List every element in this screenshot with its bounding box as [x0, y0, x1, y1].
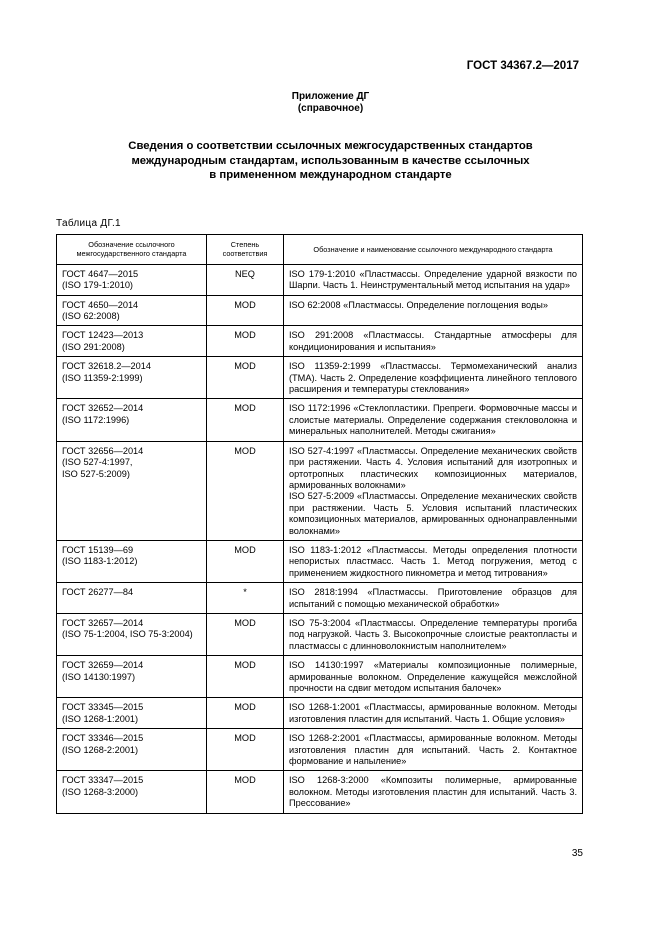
cell-interstate-standard	[57, 357, 207, 399]
cell-correspondence-degree: MOD	[207, 399, 284, 441]
table-row	[57, 441, 583, 540]
cell-international-standard	[284, 264, 583, 295]
page-number: 35	[571, 848, 583, 859]
cell-correspondence-degree: MOD	[207, 698, 284, 729]
table-row	[57, 295, 583, 326]
cell-international-standard	[284, 326, 583, 357]
cell-interstate-standard	[57, 264, 207, 295]
table-row	[57, 399, 583, 441]
standard-designation-line: (ISO 75-1:2004, ISO 75-3:2004)	[62, 629, 193, 640]
standard-designation-line: (ISO 179-1:2010)	[62, 280, 133, 291]
section-heading	[60, 139, 601, 183]
international-standard-text: ISO 14130:1997 «Материалы композиционные полимерные, армированные волокном. Определение кажущейся межслойной прочности на сдвиг методом испытания балочек»	[289, 660, 577, 693]
international-standard-text: ISO 527-4:1997 «Пластмассы. Определение механических свойств при растяжении. Часть 4. Условия испытаний для изотропных и ортотропных пластических композиционных материалов, армированных волокнами»	[289, 445, 577, 490]
table-row	[57, 729, 583, 771]
cell-interstate-standard	[57, 295, 207, 326]
international-standard-text: ISO 1183-1:2012 «Пластмассы. Методы определения плотности непористых пластмасс. Часть 1. Метод погружения, метод с применением жидкостного пикнометра и метод титрования»	[289, 544, 577, 578]
standard-designation-line: ГОСТ 32652—2014	[62, 403, 144, 414]
cell-interstate-standard	[57, 441, 207, 540]
header-international-standard: Обозначение и наименование ссылочного международного стандарта	[284, 235, 583, 265]
standard-designation-line: ГОСТ 32659—2014	[62, 660, 144, 671]
standard-designation-line: ГОСТ 32657—2014	[62, 617, 144, 628]
international-standard-text: ISO 291:2008 «Пластмассы. Стандартные атмосферы для кондиционирования и испытания»	[289, 330, 577, 352]
header-interstate-standard: Обозначение ссылочного межгосударственного стандарта	[57, 235, 207, 265]
cell-correspondence-degree: NEQ	[207, 264, 284, 295]
standard-designation-line: ГОСТ 15139—69	[62, 544, 134, 555]
annex-title: Приложение ДГ	[291, 91, 370, 102]
standard-designation-line: ГОСТ 26277—84	[62, 587, 134, 598]
standard-designation-line: (ISO 62:2008)	[62, 311, 120, 322]
standard-designation-line: (ISO 11359-2:1999)	[62, 372, 143, 383]
international-standard-text: ISO 1172:1996 «Стеклопластики. Препреги. Формовочные массы и слоистые материалы. Определение содержания стекловолокна и минеральных наполнителей. Методы сжигания»	[289, 403, 577, 437]
standard-designation-line: ГОСТ 32656—2014	[62, 445, 144, 456]
document-id: ГОСТ 34367.2—2017	[466, 60, 579, 72]
cell-correspondence-degree: MOD	[207, 326, 284, 357]
cell-international-standard	[284, 613, 583, 655]
correspondence-table	[56, 234, 583, 814]
cell-international-standard	[284, 399, 583, 441]
cell-interstate-standard	[57, 771, 207, 813]
cell-interstate-standard	[57, 583, 207, 614]
cell-correspondence-degree: MOD	[207, 295, 284, 326]
standard-designation-line: (ISO 1183-1:2012)	[62, 556, 138, 567]
table-row	[57, 771, 583, 813]
standard-designation-line: ГОСТ 33346—2015	[62, 733, 144, 744]
international-standard-text: ISO 1268-1:2001 «Пластмассы, армированные волокном. Методы изготовления пластин для испытаний. Часть 1. Общие условия»	[289, 702, 577, 724]
standard-designation-line: (ISO 527-4:1997,	[62, 457, 133, 468]
cell-international-standard	[284, 729, 583, 771]
cell-correspondence-degree: *	[207, 583, 284, 614]
cell-interstate-standard	[57, 656, 207, 698]
cell-interstate-standard	[57, 399, 207, 441]
international-standard-text: ISO 11359-2:1999 «Пластмассы. Термомеханический анализ (ТМА). Часть 2. Определение коэффициента линейного теплового расширения и температуры стеклования»	[289, 361, 577, 395]
table-row	[57, 613, 583, 655]
cell-correspondence-degree: MOD	[207, 441, 284, 540]
cell-international-standard	[284, 771, 583, 813]
table-row	[57, 583, 583, 614]
standard-designation-line: (ISO 1268-1:2001)	[62, 713, 139, 724]
table-row	[57, 698, 583, 729]
international-standard-text: ISO 1268-2:2001 «Пластмассы, армированные волокном. Методы изготовления пластин для испытаний. Часть 2. Контактное формование и напыление»	[289, 733, 577, 767]
cell-correspondence-degree: MOD	[207, 540, 284, 582]
international-standard-text: ISO 1268-3:2000 «Композиты полимерные, армированные волокном. Методы изготовления пластин для испытаний. Часть 3. Прессование»	[289, 775, 577, 809]
cell-correspondence-degree: MOD	[207, 729, 284, 771]
standard-designation-line: (ISO 1172:1996)	[62, 414, 130, 425]
international-standard-text: ISO 62:2008 «Пластмассы. Определение поглощения воды»	[289, 299, 548, 310]
cell-interstate-standard	[57, 540, 207, 582]
table-header-row	[57, 235, 583, 265]
heading-line-3: в примененном международном стандарте	[209, 169, 452, 181]
cell-international-standard	[284, 441, 583, 540]
table-row	[57, 357, 583, 399]
heading-line-2: международным стандартам, использованным в качестве ссылочных	[131, 154, 530, 167]
standard-designation-line: ГОСТ 32618.2—2014	[62, 361, 151, 372]
cell-interstate-standard	[57, 729, 207, 771]
table-caption: Таблица ДГ.1	[56, 218, 121, 229]
cell-correspondence-degree: MOD	[207, 771, 284, 813]
standard-designation-line: ГОСТ 4650—2014	[62, 299, 139, 310]
standard-designation-line: (ISO 1268-2:2001)	[62, 744, 139, 755]
cell-international-standard	[284, 583, 583, 614]
cell-correspondence-degree: MOD	[207, 613, 284, 655]
table-row	[57, 540, 583, 582]
standard-designation-line: ГОСТ 33347—2015	[62, 775, 144, 786]
heading-line-1: Сведения о соответствии ссылочных межгосударственных стандартов	[128, 140, 533, 152]
annex-subtitle: (справочное)	[297, 103, 364, 114]
cell-international-standard	[284, 698, 583, 729]
header-correspondence-degree: Степень соответствия	[207, 235, 284, 265]
international-standard-text: ISO 179-1:2010 «Пластмассы. Определение ударной вязкости по Шарпи. Часть 1. Неинструментальный метод испытания на удар»	[289, 268, 577, 291]
standard-designation-line: (ISO 14130:1997)	[62, 671, 136, 682]
cell-international-standard	[284, 295, 583, 326]
table-row	[57, 656, 583, 698]
annex-block	[0, 91, 661, 115]
cell-international-standard	[284, 656, 583, 698]
cell-international-standard	[284, 357, 583, 399]
table-row	[57, 264, 583, 295]
cell-interstate-standard	[57, 698, 207, 729]
international-standard-text: ISO 75-3:2004 «Пластмассы. Определение температуры прогиба под нагрузкой. Часть 3. Высокопрочные слоистые реактопласты и пластмассы с длинноволокнистым наполнителем»	[289, 617, 577, 651]
international-standard-text: ISO 527-5:2009 «Пластмассы. Определение механических свойств при растяжении. Часть 5. Условия испытаний пластических композиционных материалов, армированных однонаправленными волокнами»	[289, 491, 577, 536]
standard-designation-line: ГОСТ 12423—2013	[62, 330, 144, 341]
cell-correspondence-degree: MOD	[207, 357, 284, 399]
cell-interstate-standard	[57, 613, 207, 655]
standard-designation-line: (ISO 291:2008)	[62, 341, 125, 352]
cell-interstate-standard	[57, 326, 207, 357]
standard-designation-line: ГОСТ 33345—2015	[62, 702, 144, 713]
international-standard-text: ISO 2818:1994 «Пластмассы. Приготовление образцов для испытаний с помощью механической обработки»	[289, 587, 577, 609]
standard-designation-line: (ISO 1268-3:2000)	[62, 786, 139, 797]
standard-designation-line: ГОСТ 4647—2015	[62, 268, 139, 279]
cell-correspondence-degree: MOD	[207, 656, 284, 698]
cell-international-standard	[284, 540, 583, 582]
standard-designation-line: ISO 527-5:2009)	[62, 468, 130, 479]
table-row	[57, 326, 583, 357]
